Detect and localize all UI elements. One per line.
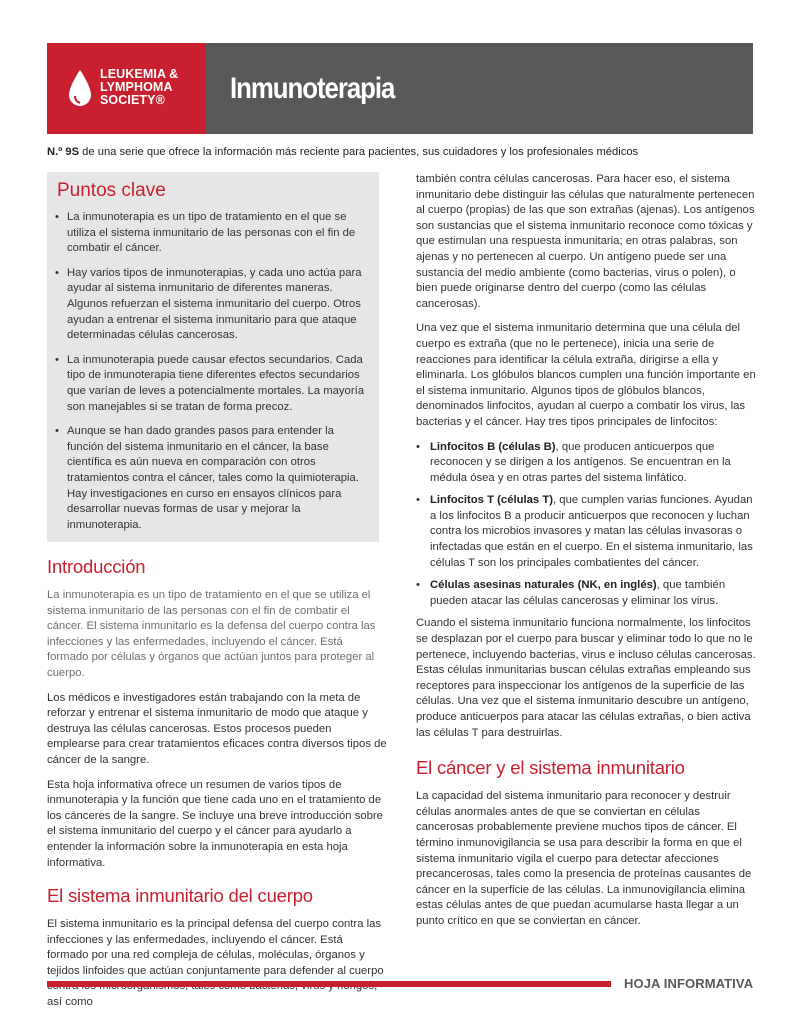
footer-label: HOJA INFORMATIVA [624, 976, 754, 991]
left-column [47, 556, 387, 1020]
immune-paragraph: Una vez que el sistema inmunitario determina que una célula del cuerpo es extraña (que no le pertenece), inicia una serie de reacciones para identificar la célula extraña, dirigirse a ella y eliminarla. Los glóbulos blancos cumplen una función importante en el sistema inmunitario. Algunos tipos de glóbulos blancos, denominados linfocitos, ayudan al cuerpo a combatir los virus, las bacterias y el cáncer. Hay tres tipos principales de linfocitos: [416, 322, 756, 428]
logo-text [100, 68, 178, 107]
cancer-paragraph: La capacidad del sistema inmunitario para reconocer y destruir células anormales antes de que se conviertan en células cancerosas probablemente previene muchos tipos de cáncer. El término inmunovigilancia se usa para describir la forma en que el sistema inmunitario vigila el cuerpo para detectar afecciones precancerosas, tales como la presencia de proteínas causantes de cáncer en la superficie de las células. La inmunovigilancia elimina estas células antes de que puedan acumularse hasta llegar a un punto crítico en que se conviertan en cáncer. [416, 790, 752, 927]
cell-type-desc: , que también pueden atacar las células cancerosas y eliminar los virus. [430, 579, 726, 607]
immune-paragraph: El sistema inmunitario es la principal defensa del cuerpo contra las infecciones y las enfermedades, incluyendo el cáncer. Está formado por una red compleja de células, moléculas, órganos y tejidos linfoides que actúan conjuntamente para defender al cuerpo así como [47, 918, 384, 1009]
intro-paragraph: Los médicos e investigadores están trabajando con la meta de reforzar y entrenar el sistema inmunitario de modo que ataque y destruya las células cancerosas. Estos procesos pueden emplearse para crear tratamientos eficaces contra diversos tipos de cáncer de la sangre. [47, 691, 387, 766]
cancer-heading: El cáncer y el sistema inmunitario [416, 757, 685, 779]
intro-heading: Introducción [47, 556, 146, 577]
list-item [416, 440, 756, 487]
lls-logo [47, 43, 206, 134]
series-text: de una serie que ofrece la información más reciente para pacientes, sus cuidadores y los profesionales médicos [79, 146, 639, 158]
drop-icon [67, 69, 93, 109]
intro-paragraph: La inmunoterapia es un tipo de tratamiento en el que se utiliza el sistema inmunitario de las personas con el fin de combatir el cáncer. El sistema inmunitario es la defensa del cuerpo contra las infecciones y las enfermedades, incluyendo el cáncer. Está formado por células y órganos que actúan juntos para proteger al cuerpo. [47, 589, 376, 679]
footer-bar [47, 981, 611, 987]
immune-paragraph: Cuando el sistema inmunitario funciona normalmente, los linfocitos se desplazan por el cuerpo para buscar y eliminar todo lo que no le pertenece, incluyendo bacterias, virus e incluso células cancerosas. Estas células inmunitarias buscan células extrañas empleando sus receptores para inspeccionar los antígenos de la superficie de las células. Una vez que el sistema inmunitario descubre un antígeno, produce anticuerpos para atacar las células extrañas, o bien activa las células T para destruirlas. [416, 617, 756, 739]
cell-type-term: Linfocitos B (células B) [430, 440, 556, 453]
list-item [416, 493, 756, 571]
key-points-box [47, 172, 379, 542]
lymphocyte-list [416, 440, 756, 610]
cell-type-term: Células asesinas naturales (NK, en inglés) [430, 579, 657, 592]
list-item: • Aunque se han dado grandes pasos para entender la función del sistema inmunitario en el cáncer, la base científica es aún nueva en comparación con otros tratamientos contra el cáncer, tales como la quimioterapia. Hay investigaciones en curso en ensayos clínicos para desarrollar nuevas formas de usar y mejorar la inmunoterapia. [55, 424, 373, 533]
list-item: • La inmunoterapia es un tipo de tratamiento en el que se utiliza el sistema inmunitario de las personas con el fin de combatir el cáncer. [55, 210, 373, 257]
cell-type-term: Linfocitos T (células T) [430, 494, 554, 507]
series-line [47, 146, 638, 158]
key-points-title: Puntos clave [57, 180, 166, 201]
list-item [416, 578, 756, 609]
page-title: Inmunoterapia [230, 71, 395, 105]
series-number: N.º 9S [47, 146, 80, 158]
cell-type-desc: , que producen anticuerpos que reconocen y se dirigen a los antígenos. Se encuentran en la médula ósea y en otras partes del sistema linfático. [430, 440, 731, 484]
page-header [47, 43, 753, 134]
immune-paragraph-continued: también contra células cancerosas. Para hacer eso, el sistema inmunitario debe distinguir las células que naturalmente pertenecen al cuerpo (propias) de las que son extrañas (ajenas). Los antígenos son sustancias que el sistema inmunitario reconoce como tóxicas y que estimulan una respuesta inmunitaria; en otras palabras, son ajenas y no pertenecen al cuerpo. Un antígeno puede ser una sustancia del medio ambiente (como bacterias, virus o polen), o bien puede originarse dentro del cuerpo (como las células cancerosas). [416, 173, 755, 310]
logo-line: LEUKEMIA & [100, 67, 179, 81]
cell-type-desc: , que cumplen varias funciones. Ayudan a los linfocitos B a producir anticuerpos que reconocen y luchan contra los microbios invasores y matan las células invasoras o infectadas que están en el cuerpo. En el sistema inmunitario, las células T son los principales combatientes del cáncer. [430, 494, 753, 569]
logo-line: LYMPHOMA [100, 80, 173, 94]
list-item: • Hay varios tipos de inmunoterapias, y cada uno actúa para ayudar al sistema inmunitario de diferentes maneras. Algunos refuerzan el sistema inmunitario del cuerpo. Otros ayudan a entrenar el sistema inmunitario para que ataque determinadas células cancerosas. [55, 266, 373, 344]
key-points-list [55, 210, 373, 542]
title-bar [206, 43, 753, 134]
intro-paragraph: Esta hoja informativa ofrece un resumen de varios tipos de inmunoterapia y la función que tiene cada uno en el tratamiento de los cánceres de la sangre. Se incluye una breve introducción sobre el sistema inmunitario del cuerpo y el cáncer para ayudarlo a entender la información sobre la inmunoterapia en esta hoja informativa. [47, 778, 383, 869]
right-column [416, 172, 756, 939]
list-item: • La inmunoterapia puede causar efectos secundarios. Cada tipo de inmunoterapia tiene diferentes efectos secundarios que varían de leves a potencialmente mortales. La mayoría son manejables si se tratan de forma precoz. [55, 353, 373, 415]
logo-line: SOCIETY® [100, 93, 165, 107]
immune-heading: El sistema inmunitario del cuerpo [47, 885, 313, 907]
